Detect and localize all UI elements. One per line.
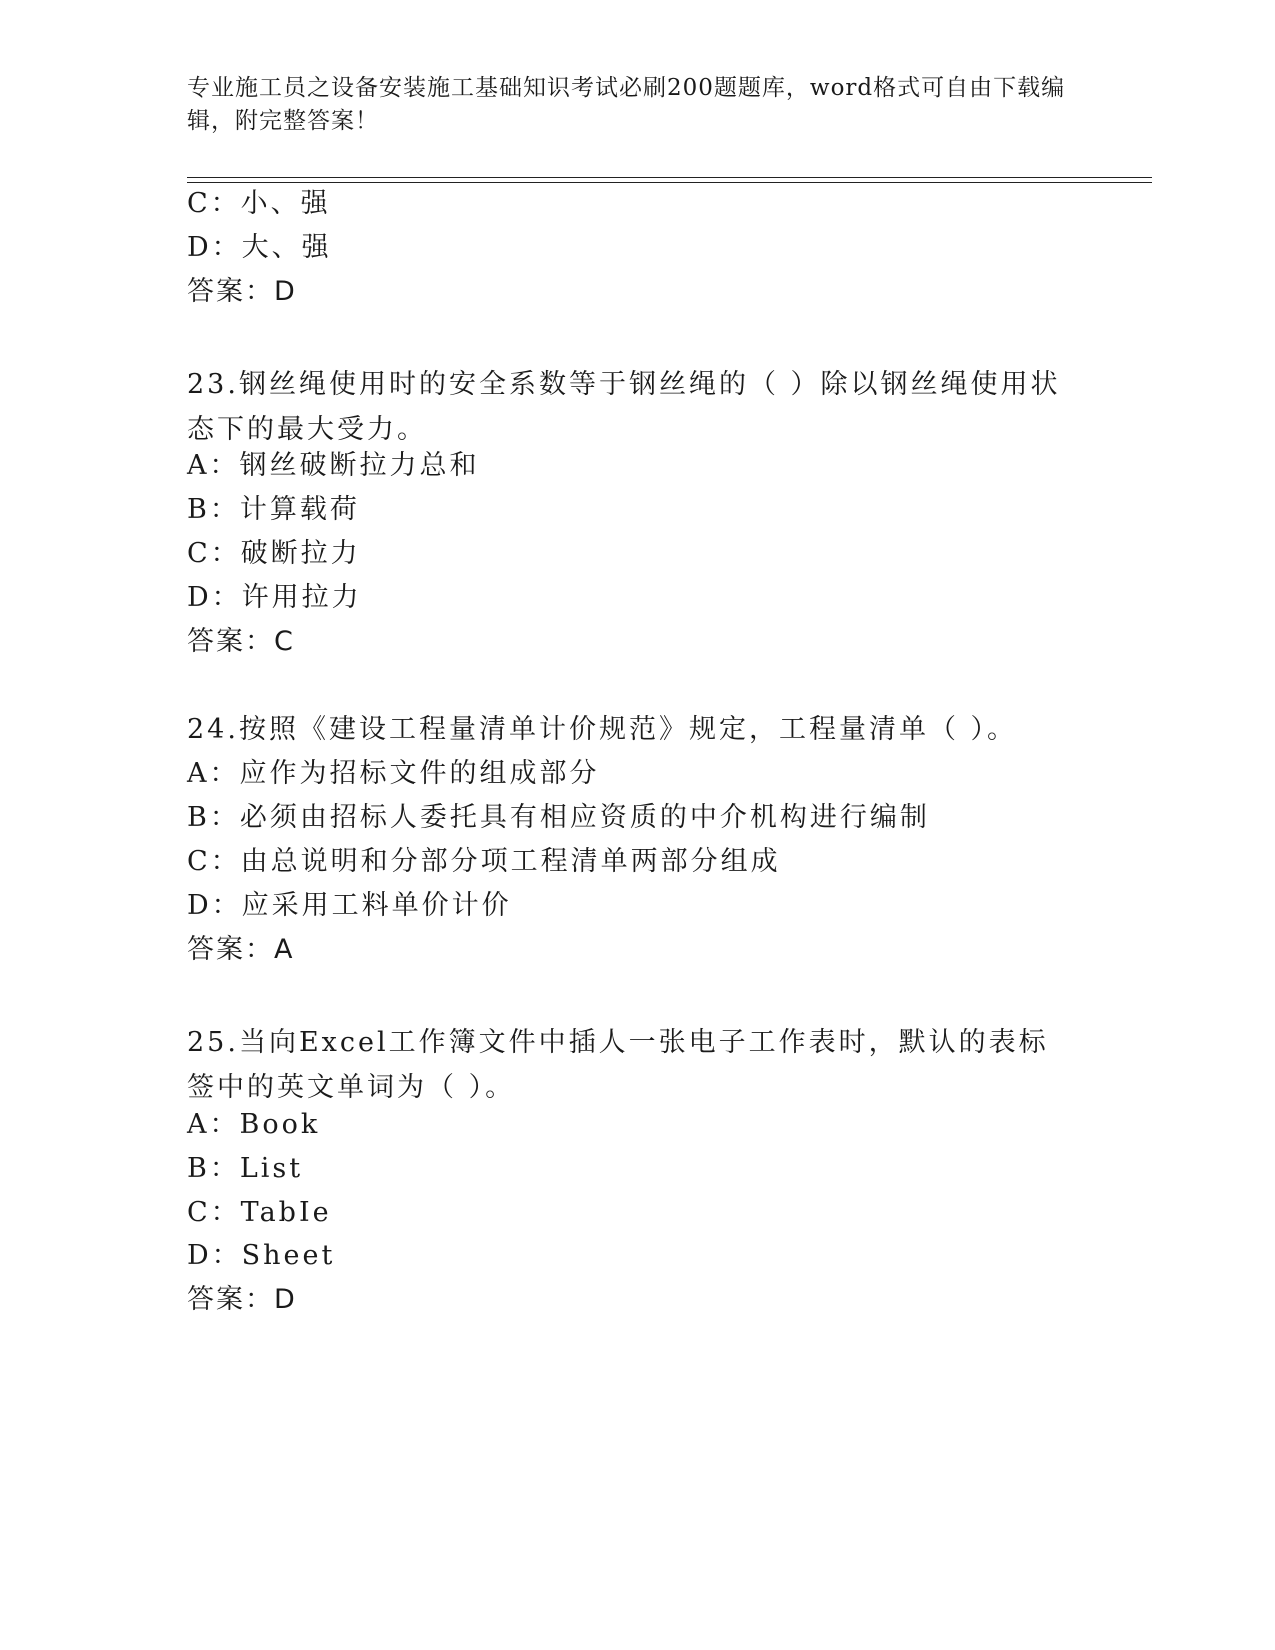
- q24-option-a: A：应作为招标文件的组成部分: [187, 758, 600, 789]
- q25-option-b: B：List: [187, 1153, 304, 1184]
- q24-option-d: D：应采用工料单价计价: [187, 890, 512, 921]
- q24-answer: 答案：A: [187, 934, 295, 965]
- q23-question: 23.钢丝绳使用时的安全系数等于钢丝绳的（ ）除以钢丝绳使用状态下的最大受力。: [187, 369, 1061, 445]
- q25-option-a: A：Book: [187, 1109, 321, 1140]
- q22-option-d: D：大、强: [187, 232, 332, 263]
- header-rule-top: [187, 177, 1152, 178]
- q25-option-d: D：Sheet: [187, 1240, 336, 1271]
- q23-option-d: D：许用拉力: [187, 582, 362, 613]
- q22-answer: 答案：D: [187, 276, 297, 307]
- q25-question: 25.当向Excel工作簿文件中插人一张电子工作表时，默认的表标签中的英文单词为（ ）。: [187, 1027, 1049, 1103]
- q23-option-a: A：钢丝破断拉力总和: [187, 450, 480, 481]
- q24-option-b: B：必须由招标人委托具有相应资质的中介机构进行编制: [187, 802, 930, 833]
- q23-option-b: B：计算载荷: [187, 494, 360, 525]
- header-rule-bottom: [187, 182, 1152, 183]
- q25-answer: 答案：D: [187, 1284, 297, 1315]
- q24-question: 24.按照《建设工程量清单计价规范》规定，工程量清单（ ）。: [187, 714, 1018, 745]
- q25-option-c: C：TabIe: [187, 1197, 332, 1228]
- q23-option-c: C：破断拉力: [187, 538, 361, 569]
- q24-option-c: C：由总说明和分部分项工程清单两部分组成: [187, 846, 781, 877]
- document-header: 专业施工员之设备安装施工基础知识考试必刷200题题库，word格式可自由下载编辑，附完整答案！: [187, 75, 1066, 134]
- q23-answer: 答案：C: [187, 626, 295, 657]
- q22-option-c: C：小、强: [187, 188, 331, 219]
